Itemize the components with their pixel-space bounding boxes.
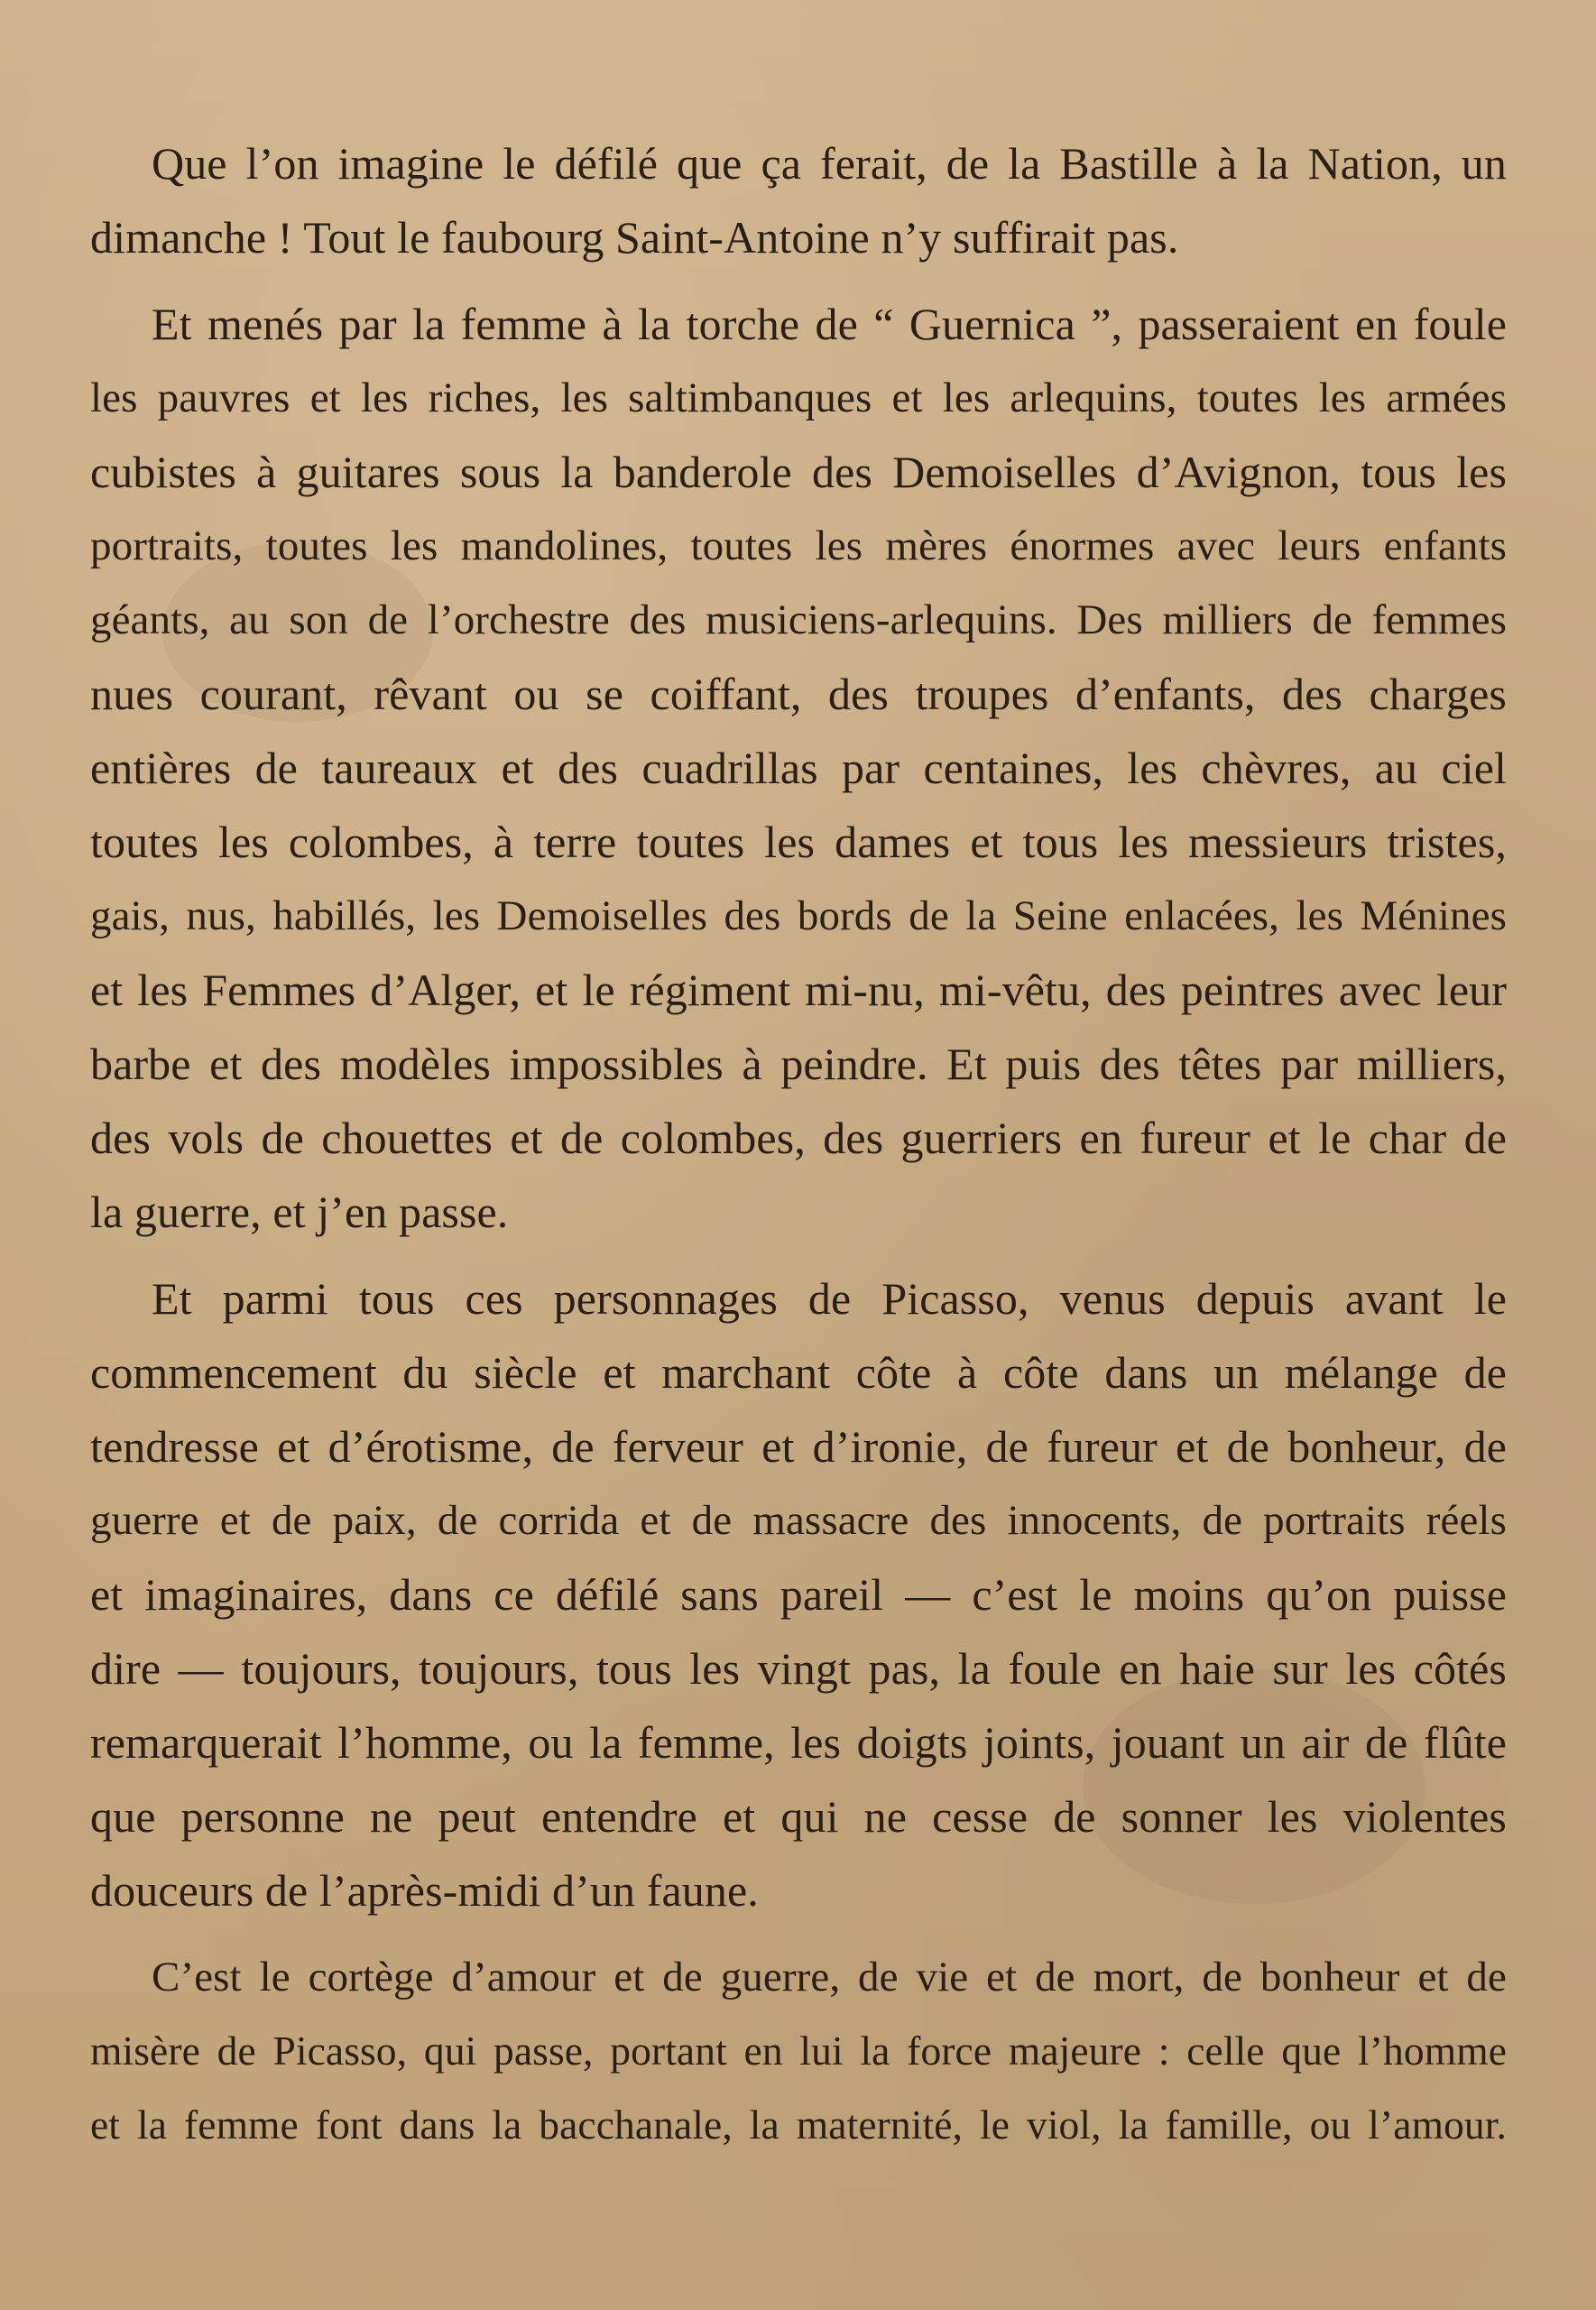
text-line: cubistes à guitares sous la banderole des Demoiselles d’Avignon, tous les: [90, 447, 1507, 497]
text-line: dire — toujours, toujours, tous les vingt pas, la foule en haie sur les côtés: [90, 1643, 1507, 1694]
text-line: misère de Picasso, qui passe, portant en lui la force majeure : celle que l’homme: [90, 2028, 1507, 2074]
text-line: portraits, toutes les mandolines, toutes les mères énormes avec leurs enfants: [90, 522, 1507, 569]
text-line: la guerre, et j’en passe.: [90, 1187, 509, 1237]
text-line: guerre et de paix, de corrida et de massacre des innocents, de portraits réels: [90, 1497, 1507, 1544]
text-line: nues courant, rêvant ou se coiffant, des troupes d’enfants, des charges: [90, 669, 1507, 719]
text-line: commencement du siècle et marchant côte à côte dans un mélange de: [90, 1347, 1507, 1398]
text-line: et les Femmes d’Alger, et le régiment mi-nu, mi-vêtu, des peintres avec leur: [90, 965, 1507, 1015]
text-line: Et menés par la femme à la torche de “ Guernica ”, passeraient en foule: [152, 299, 1507, 349]
text-line: barbe et des modèles impossibles à peindre. Et puis des têtes par milliers,: [90, 1039, 1507, 1089]
text-line: tendresse et d’érotisme, de ferveur et d’ironie, de fureur et de bonheur, de: [90, 1421, 1507, 1472]
text-line: remarquerait l’homme, ou la femme, les doigts joints, jouant un air de flûte: [90, 1717, 1507, 1768]
text-line: Et parmi tous ces personnages de Picasso, venus depuis avant le: [152, 1273, 1507, 1324]
paragraph-2: [90, 287, 1507, 1249]
text-line: entières de taureaux et des cuadrillas par centaines, les chèvres, au ciel: [90, 743, 1507, 793]
text-line: dimanche ! Tout le faubourg Saint-Antoine n’y suffirait pas.: [90, 212, 1179, 263]
text-line: géants, au son de l’orchestre des musiciens-arlequins. Des milliers de femmes: [90, 596, 1507, 643]
text-line: toutes les colombes, à terre toutes les dames et tous les messieurs tristes,: [90, 817, 1507, 867]
paragraph-3: [90, 1261, 1507, 1927]
text-line: douceurs de l’après-midi d’un faune.: [90, 1865, 759, 1916]
text-line: et la femme font dans la bacchanale, la maternité, le viol, la famille, ou l’amour.: [90, 2102, 1507, 2148]
text-line: gais, nus, habillés, les Demoiselles des bords de la Seine enlacées, les Ménines: [90, 892, 1507, 939]
body-text: [90, 126, 1507, 2175]
text-line: Que l’on imagine le défilé que ça ferait, de la Bastille à la Nation, un: [152, 138, 1507, 189]
paragraph-4: [90, 1940, 1507, 2162]
text-line: C’est le cortège d’amour et de guerre, de vie et de mort, de bonheur et de: [152, 1954, 1507, 2000]
text-line: les pauvres et les riches, les saltimbanques et les arlequins, toutes les armées: [90, 374, 1507, 421]
text-line: et imaginaires, dans ce défilé sans pareil — c’est le moins qu’on puisse: [90, 1569, 1507, 1620]
paragraph-1: [90, 126, 1507, 274]
text-line: que personne ne peut entendre et qui ne cesse de sonner les violentes: [90, 1791, 1507, 1842]
text-line: des vols de chouettes et de colombes, des guerriers en fureur et le char de: [90, 1113, 1507, 1163]
